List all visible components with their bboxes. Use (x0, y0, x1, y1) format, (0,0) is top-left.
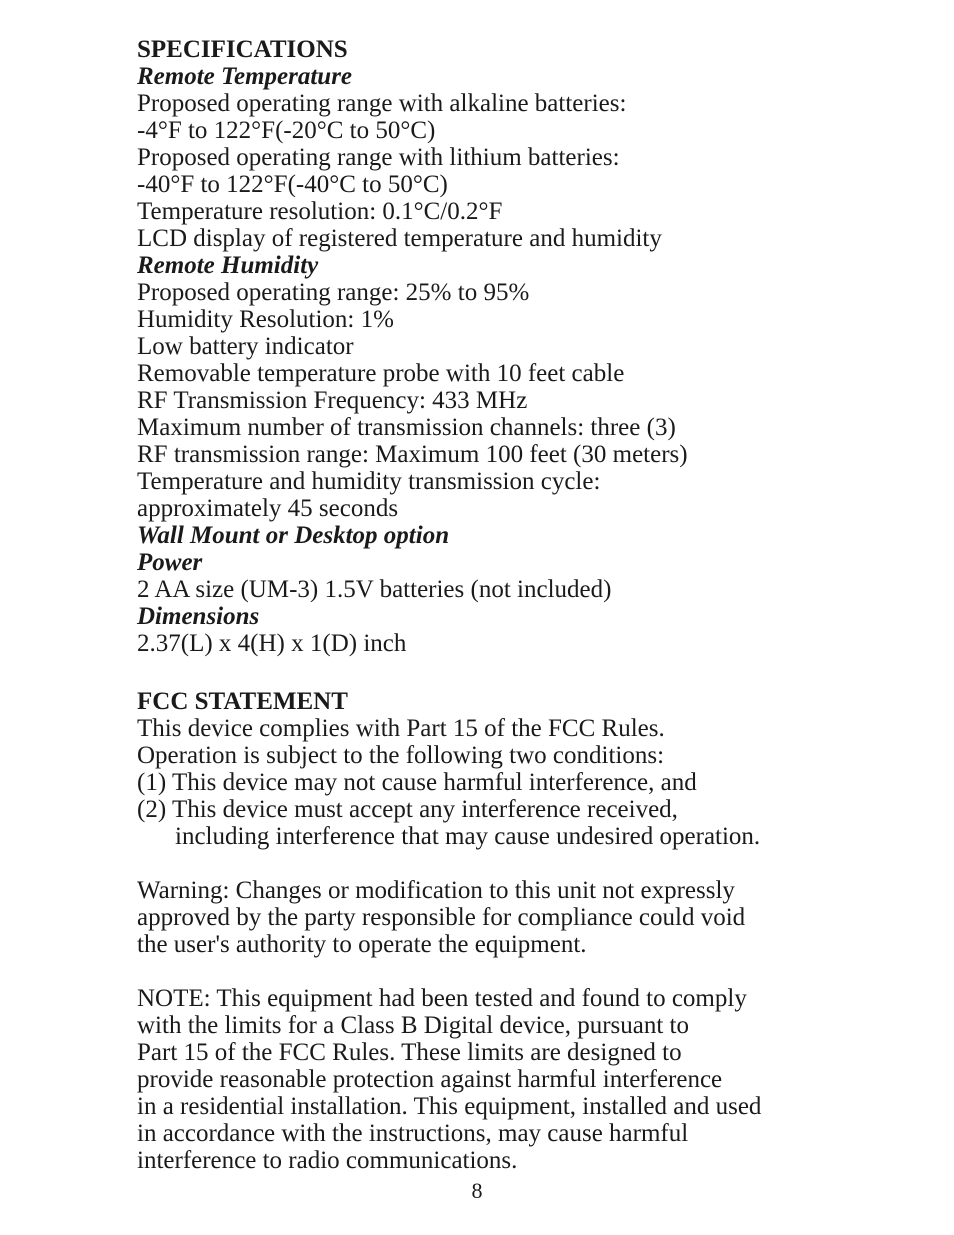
note-line: in a residential installation. This equipment, installed and used (137, 1093, 762, 1120)
remote-humidity-heading: Remote Humidity (137, 252, 319, 279)
spec-line: RF transmission range: Maximum 100 feet (30 meters) (137, 441, 688, 468)
fcc-line: (2) This device must accept any interference received, (137, 796, 678, 823)
note-line: interference to radio communications. (137, 1147, 518, 1174)
warning-line: Warning: Changes or modification to this unit not expressly (137, 877, 735, 904)
note-line: NOTE: This equipment had been tested and found to comply (137, 985, 747, 1012)
spec-line: -40°F to 122°F(-40°C to 50°C) (137, 171, 448, 198)
paragraph-spacer (137, 850, 937, 877)
note-line: with the limits for a Class B Digital device, pursuant to (137, 1012, 690, 1039)
spec-line: Maximum number of transmission channels: three (3) (137, 414, 676, 441)
spec-line: 2 AA size (UM-3) 1.5V batteries (not included) (137, 576, 612, 603)
page-number: 8 (471, 1178, 483, 1203)
specifications-heading: SPECIFICATIONS (137, 36, 348, 63)
fcc-line: This device complies with Part 15 of the FCC Rules. (137, 715, 665, 742)
remote-temperature-heading: Remote Temperature (137, 63, 353, 90)
dimensions-heading: Dimensions (137, 603, 260, 630)
wall-mount-heading: Wall Mount or Desktop option (137, 522, 450, 549)
spec-line: approximately 45 seconds (137, 495, 399, 522)
paragraph-spacer (137, 958, 937, 985)
manual-page (137, 36, 937, 1174)
spec-line: 2.37(L) x 4(H) x 1(D) inch (137, 630, 407, 657)
spec-line: Proposed operating range with lithium batteries: (137, 144, 620, 171)
section-spacer (137, 657, 937, 688)
note-line: in accordance with the instructions, may cause harmful (137, 1120, 689, 1147)
spec-line: Temperature resolution: 0.1°C/0.2°F (137, 198, 503, 225)
note-line: provide reasonable protection against harmful interference (137, 1066, 723, 1093)
spec-line: Temperature and humidity transmission cycle: (137, 468, 601, 495)
fcc-line: (1) This device may not cause harmful interference, and (137, 769, 697, 796)
spec-line: Low battery indicator (137, 333, 354, 360)
warning-line: the user's authority to operate the equipment. (137, 931, 587, 958)
spec-line: RF Transmission Frequency: 433 MHz (137, 387, 528, 414)
spec-line: Proposed operating range with alkaline batteries: (137, 90, 627, 117)
spec-line: LCD display of registered temperature and humidity (137, 225, 662, 252)
spec-line: -4°F to 122°F(-20°C to 50°C) (137, 117, 436, 144)
warning-line: approved by the party responsible for compliance could void (137, 904, 746, 931)
spec-line: Humidity Resolution: 1% (137, 306, 394, 333)
fcc-statement-heading: FCC STATEMENT (137, 688, 348, 715)
spec-line: Removable temperature probe with 10 feet cable (137, 360, 625, 387)
spec-line: Proposed operating range: 25% to 95% (137, 279, 530, 306)
power-heading: Power (137, 549, 203, 576)
fcc-line-indented: including interference that may cause undesired operation. (175, 823, 761, 850)
fcc-line: Operation is subject to the following two conditions: (137, 742, 665, 769)
note-line: Part 15 of the FCC Rules. These limits are designed to (137, 1039, 682, 1066)
